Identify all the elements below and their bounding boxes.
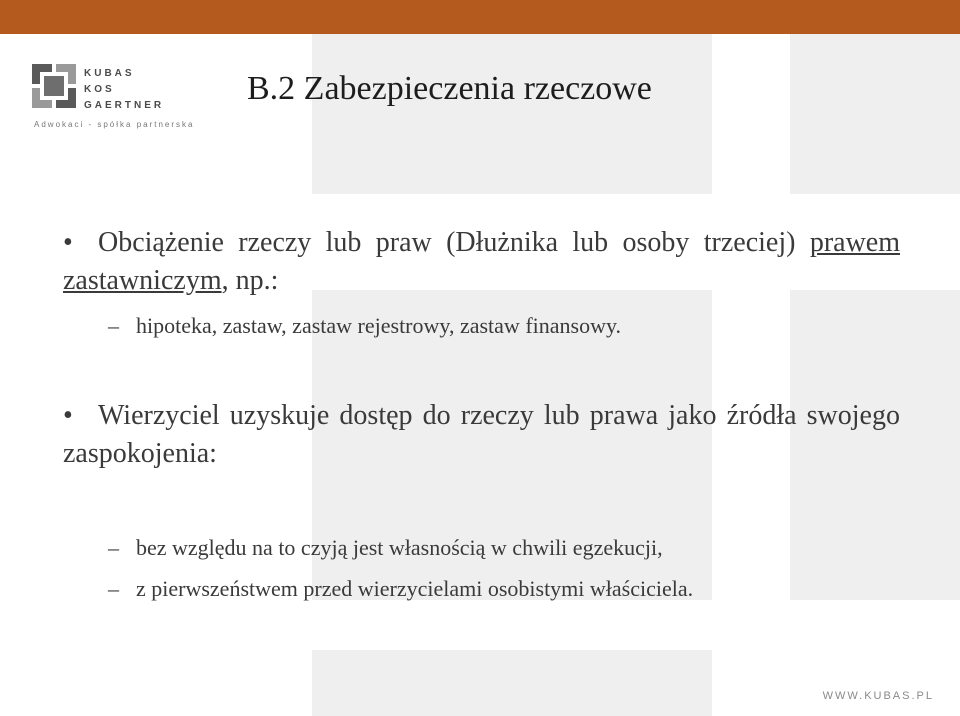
bullet-text-part: , np.:	[221, 265, 279, 296]
logo-line-2: KOS	[84, 84, 115, 95]
bg-block	[790, 34, 960, 194]
logo-line-3: GAERTNER	[84, 100, 165, 111]
bullet-text-part: Obciążenie rzeczy lub praw (Dłużnika lub osoby trzeciej)	[98, 227, 810, 258]
top-bar	[0, 0, 960, 34]
bullet-item	[63, 224, 900, 300]
bg-block	[312, 650, 712, 716]
bullet-text	[63, 224, 900, 300]
logo-mark-icon	[32, 64, 76, 108]
footer-url: WWW.KUBAS.PL	[822, 690, 934, 702]
bg-block	[312, 34, 712, 194]
logo-wordmark	[84, 66, 164, 114]
bullet-dot-icon: •	[63, 400, 73, 431]
dash-icon: –	[108, 535, 119, 560]
logo-line-1: KUBAS	[84, 68, 135, 79]
slide-title: B.2 Zabezpieczenia rzeczowe	[247, 70, 652, 107]
sub-item-text: hipoteka, zastaw, zastaw rejestrowy, zastaw finansowy.	[136, 313, 622, 338]
sub-item-text: bez względu na to czyją jest własnością w chwili egzekucji,	[136, 535, 663, 560]
bullet-item	[63, 397, 900, 473]
company-logo	[32, 64, 195, 134]
dash-icon: –	[108, 576, 119, 601]
logo-subtitle: Adwokaci - spółka partnerska	[34, 120, 195, 129]
bullet-text: Wierzyciel uzyskuje dostęp do rzeczy lub prawa jako źródła swojego zaspokojenia:	[63, 400, 900, 469]
bullet-text-underlined: prawem zastawniczym	[63, 227, 900, 296]
sub-item	[108, 570, 693, 608]
sub-item	[108, 529, 663, 567]
sub-item-text: z pierwszeństwem przed wierzycielami osobistymi właściciela.	[136, 576, 694, 601]
sub-item	[108, 307, 621, 345]
dash-icon: –	[108, 313, 119, 338]
bullet-dot-icon: •	[63, 227, 73, 258]
